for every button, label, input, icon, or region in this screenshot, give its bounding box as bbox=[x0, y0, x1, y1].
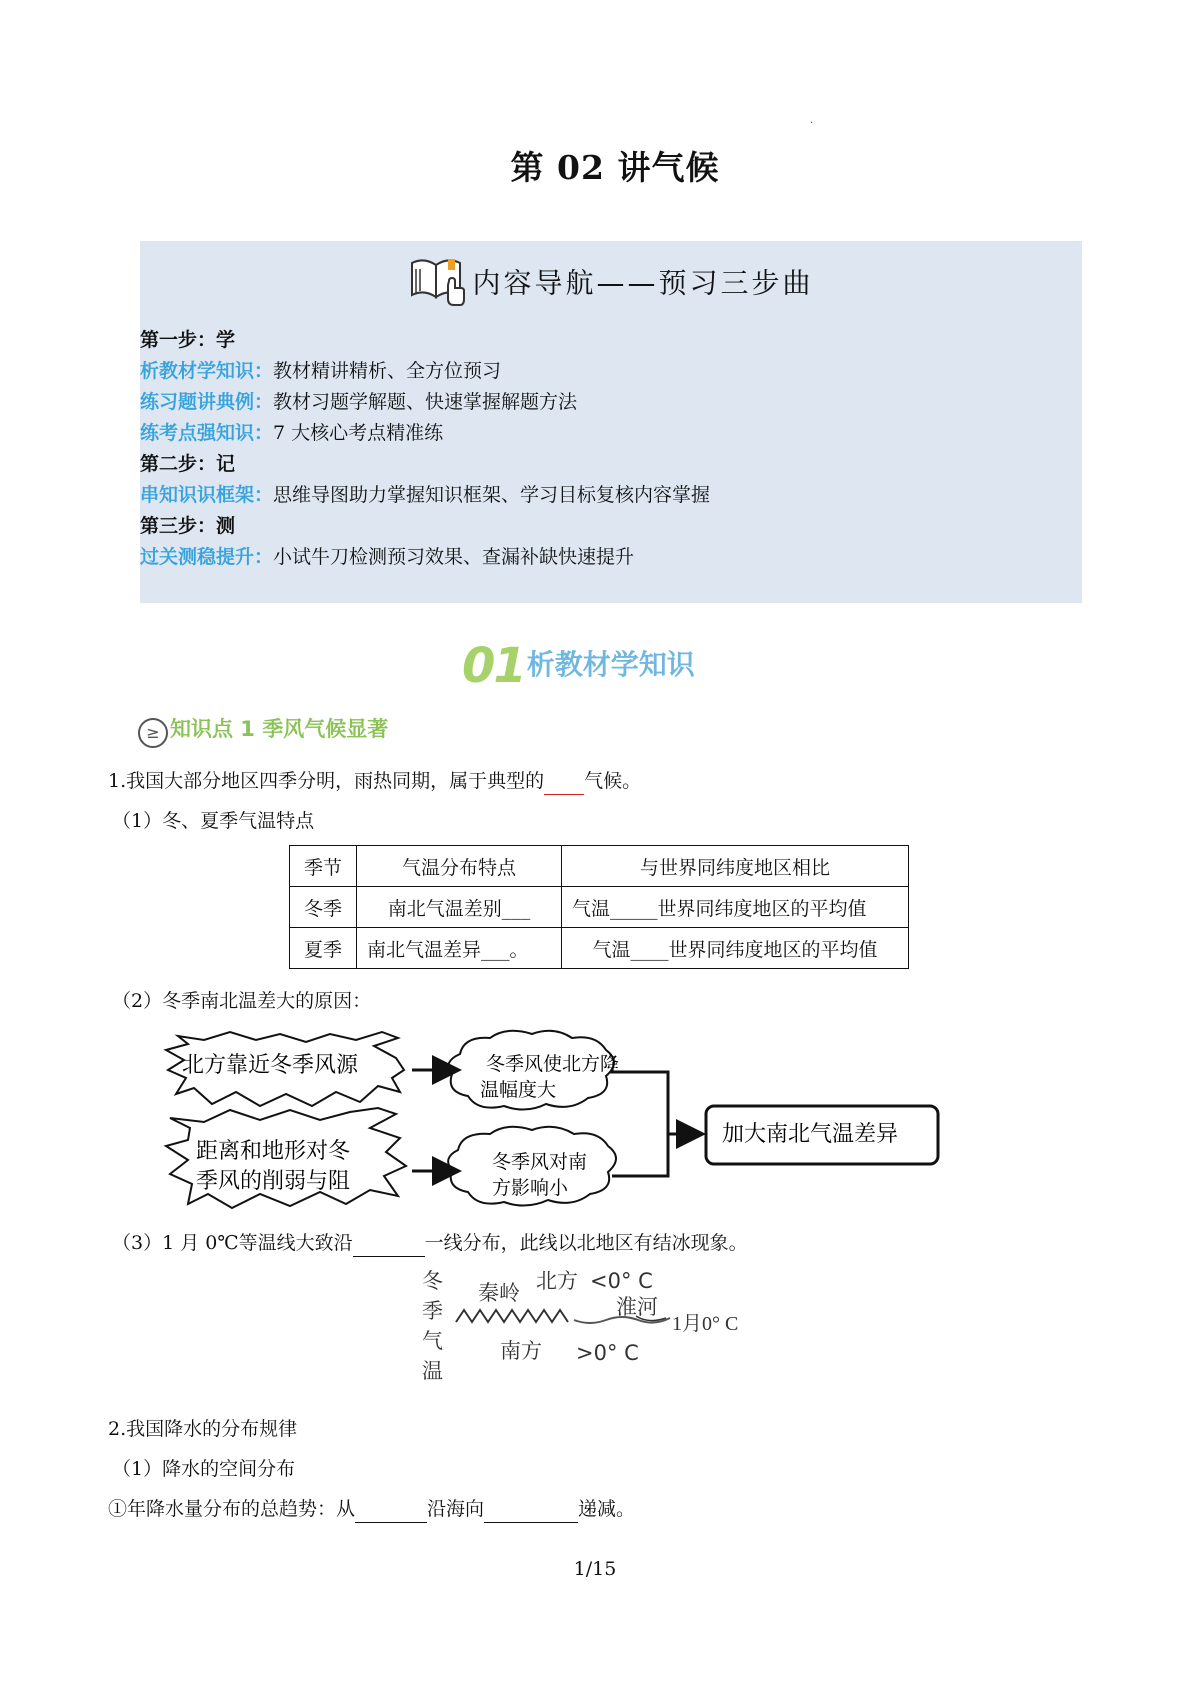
nav-item-desc: 7 大核心考点精准练 bbox=[273, 422, 444, 444]
qinling-label: 秦岭 bbox=[478, 1281, 520, 1305]
question-1-1: （1）冬、夏季气温特点 bbox=[112, 810, 315, 832]
huaihe-label: 淮河 bbox=[616, 1295, 658, 1319]
nav-item-desc: 思维导图助力掌握知识框架、学习目标复核内容掌握 bbox=[273, 484, 711, 506]
content-navigation-box bbox=[140, 241, 1082, 603]
isotherm-label: 1月0° C bbox=[672, 1313, 739, 1335]
stray-dot: · bbox=[810, 118, 814, 129]
nav-item-key: 过关测稳提升： bbox=[140, 546, 274, 568]
vertical-label-char: 冬 bbox=[422, 1269, 443, 1293]
nav-item-desc: 小试牛刀检测预习效果、查漏补缺快速提升 bbox=[273, 546, 635, 568]
fill-blank bbox=[544, 772, 584, 795]
bracket-connector bbox=[610, 1072, 668, 1176]
table-header-cell: 季节 bbox=[290, 846, 357, 887]
circled-arrow-icon: ≥ bbox=[138, 718, 168, 748]
mid-cloud-2-text-line1: 冬季风对南 bbox=[492, 1151, 588, 1173]
question-2: 2.我国降水的分布规律 bbox=[108, 1418, 298, 1440]
table-header-cell: 与世界同纬度地区相比 bbox=[562, 846, 909, 887]
question-2-1a bbox=[108, 1494, 635, 1523]
page-title: 第 02 讲气候 bbox=[510, 148, 720, 187]
fill-blank bbox=[353, 1234, 425, 1257]
knowledge-point-heading bbox=[138, 713, 388, 748]
cloud-1-text: 北方靠近冬季风源 bbox=[182, 1053, 359, 1078]
table-header-cell: 气温分布特点 bbox=[357, 846, 562, 887]
question-1-2: （2）冬季南北温差大的原因： bbox=[112, 990, 372, 1012]
nav-title: 内容导航——预习三步曲 bbox=[472, 266, 814, 300]
section-number: 01 bbox=[462, 638, 525, 694]
table-header-row bbox=[290, 846, 909, 887]
winter-temperature-figure bbox=[410, 1266, 790, 1394]
cause-diagram bbox=[160, 1028, 950, 1232]
nav-item-desc: 教材习题学解题、快速掌握解题方法 bbox=[273, 391, 578, 413]
step-2-label: 第二步：记 bbox=[140, 453, 236, 475]
nav-item-key: 练考点强知识： bbox=[140, 422, 274, 444]
fill-blank bbox=[355, 1500, 427, 1523]
section-heading bbox=[462, 638, 695, 694]
question-1-3-tail: 一线分布，此线以北地区有结冰现象。 bbox=[424, 1232, 748, 1254]
nav-item-key: 析教材学知识： bbox=[140, 360, 274, 382]
question-2-1a-mid: 沿海向 bbox=[427, 1498, 485, 1520]
step-3-label: 第三步：测 bbox=[140, 515, 236, 537]
question-2-1: （1）降水的空间分布 bbox=[112, 1458, 296, 1480]
north-temp: <0° C bbox=[590, 1269, 653, 1293]
nav-title-row bbox=[140, 255, 1082, 314]
temperature-table bbox=[289, 845, 909, 969]
mid-cloud-1-text-line1: 冬季风使北方降 bbox=[486, 1053, 620, 1075]
vertical-label-char: 气 bbox=[422, 1329, 443, 1353]
table-cell: 南北气温差异___。 bbox=[357, 928, 562, 969]
nav-item-study bbox=[140, 356, 710, 387]
table-cell: 冬季 bbox=[290, 887, 357, 928]
table-cell: 气温_____世界同纬度地区的平均值 bbox=[562, 887, 909, 928]
question-1-3 bbox=[112, 1228, 748, 1257]
mid-cloud-1-text-line2: 温幅度大 bbox=[480, 1079, 557, 1101]
nav-item-key: 串知识识框架： bbox=[140, 484, 274, 506]
table-row bbox=[290, 928, 909, 969]
cloud-2-text-line2: 季风的削弱与阻 bbox=[196, 1169, 351, 1194]
table-cell: 南北气温差别___ bbox=[357, 887, 562, 928]
mountain-line bbox=[456, 1310, 568, 1322]
south-label: 南方 bbox=[500, 1339, 542, 1363]
page-number: 1/15 bbox=[573, 1558, 617, 1580]
question-1 bbox=[108, 766, 641, 795]
question-2-1a-text: ①年降水量分布的总趋势：从 bbox=[108, 1498, 356, 1520]
question-1-tail: 气候。 bbox=[584, 770, 642, 792]
nav-steps bbox=[140, 325, 710, 573]
north-label: 北方 bbox=[536, 1269, 578, 1293]
knowledge-point-label: 知识点 1 季风气候显著 bbox=[170, 717, 389, 741]
question-1-text: 1.我国大部分地区四季分明，雨热同期，属于典型的 bbox=[108, 770, 545, 792]
nav-item-framework bbox=[140, 480, 710, 511]
vertical-label-char: 温 bbox=[422, 1359, 443, 1383]
fill-blank bbox=[484, 1500, 578, 1523]
nav-item-desc: 教材精讲精析、全方位预习 bbox=[273, 360, 502, 382]
question-1-3-text: （3）1 月 0℃等温线大致沿 bbox=[112, 1232, 353, 1254]
nav-item-exercise bbox=[140, 387, 710, 418]
vertical-label-char: 季 bbox=[422, 1299, 443, 1323]
result-text: 加大南北气温差异 bbox=[722, 1122, 899, 1147]
step-1-label: 第一步：学 bbox=[140, 329, 236, 351]
nav-item-key: 练习题讲典例： bbox=[140, 391, 274, 413]
section-title: 析教材学知识 bbox=[526, 648, 695, 681]
table-cell: 气温____世界同纬度地区的平均值 bbox=[562, 928, 909, 969]
table-cell: 夏季 bbox=[290, 928, 357, 969]
book-pointer-icon bbox=[408, 255, 468, 314]
table-row bbox=[290, 887, 909, 928]
mid-cloud-2-text-line2: 方影响小 bbox=[492, 1177, 569, 1199]
question-2-1a-tail: 递减。 bbox=[578, 1498, 636, 1520]
nav-item-test bbox=[140, 542, 710, 573]
south-temp: >0° C bbox=[576, 1341, 639, 1365]
cloud-2-text-line1: 距离和地形对冬 bbox=[196, 1139, 351, 1164]
nav-item-practice bbox=[140, 418, 710, 449]
